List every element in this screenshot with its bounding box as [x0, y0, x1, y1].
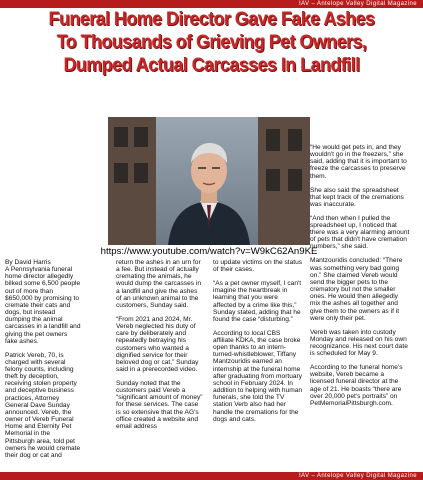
- article-paragraph: return the ashes in an urn for a fee. But instead of actually cremating the animals, he would dump the carcasses in a landfill and give the ashes of an unknown animal to the customers, Sunday said.: [116, 259, 202, 309]
- headline-line-1: Funeral Home Director Gave Fake Ashes: [48, 8, 375, 30]
- video-link[interactable]: https://www.youtube.com/watch?v=W9kC62An9KE: [100, 246, 318, 257]
- article-paragraph: Vereb was taken into custody Monday and released on his own recognizance. His next court date is scheduled for May 9.: [310, 328, 408, 358]
- article-paragraph: “And then when I pulled the spreadsheet up, I noticed that there was a very alarming amount of pets that didn't have cremation numbers,” she said.: [310, 214, 410, 251]
- article-paragraph: “From 2021 and 2024, Mr. Vereb neglected his duty of care by deliberately and repeatedly betraying his customers who wanted a dignified service for their beloved dog or cat,” Sunday said in a prerecorded video.: [116, 315, 199, 373]
- magazine-label-bottom: IAV – Antelope Valley Digital Magazine: [298, 473, 417, 479]
- portrait-photo-image: [108, 117, 310, 245]
- top-banner: [0, 0, 423, 8]
- article-paragraph: Mantzouridis concluded: “There was something very bad going on.” She claimed Vereb would send the bigger pets to the crematory but not the smaller ones. He would then allegedly mix the ashes all together and give them to the owners as if it were only their pet.: [310, 257, 403, 322]
- headline-line-2: To Thousands of Grieving Pet Owners,: [56, 31, 367, 53]
- article-column-1: [5, 259, 81, 466]
- article-paragraph: to update victims on the status of their cases.: [213, 259, 303, 274]
- article-column-3: [213, 259, 303, 430]
- magazine-label-top: IAV – Antelope Valley Digital Magazine: [298, 1, 417, 7]
- article-paragraph: “As a pet owner myself, I can't imagine the heartbreak in learning that you were affected by a crime like this,” Sunday stated, adding that he found the case “disturbing.”: [213, 280, 302, 323]
- article-paragraph: Sunday noted that the customers paid Vereb a “significant amount of money” for these services. The case is so extensive that the AG's office created a website and email address: [116, 379, 203, 430]
- article-paragraph: “He would get pets in, and they wouldn't go in the freezers,” she said, adding that it is important to freeze the carcasses to preserve them.: [310, 144, 407, 180]
- article-paragraph: According to the funeral home's website, Vereb became a licensed funeral director at the age of 21. He boasts “there are over 20,000 pet's portraits” on PetMemorialPittsburgh.com.: [310, 364, 403, 407]
- headline-line-3: Dumped Actual Carcasses In Landfill: [63, 54, 360, 76]
- article-paragraph: Patrick Vereb, 70, is charged with several felony counts, including theft by deception, receiving stolen property and deceptive business practices, Attorney General Dave Sunday announced. Vereb, the owner of Vereb Funeral Home and Eternity Pet Memorial in the Pittsburgh area, told pet owners he would cremate their dog or cat and: [5, 351, 81, 459]
- article-paragraph: According to local CBS affiliate KDKA, the case broke open thanks to an intern-turned-whistleblower, Tiffany Mantzouridis earned an internship at the funeral home after graduating from mortuary school in February 2024. In addition to helping with human funerals, she told the TV station Verb also had her handle the cremations for the dogs and cats.: [213, 329, 303, 423]
- article-paragraph: By David Harris A Pennsylvania funeral home director allegedly bilked some 6,500 people out of more than $650,000 by promising to cremate their cats and dogs, but instead dumping the animal carcasses in a landfill and giving the pet owners fake ashes.: [5, 259, 81, 345]
- bottom-banner: [0, 472, 423, 480]
- headline: [4, 8, 419, 77]
- news-video-still: [108, 117, 310, 245]
- article-paragraph: She also said the spreadsheet that kept track of the cremations was inaccurate.: [310, 186, 404, 208]
- article-column-2: [116, 259, 204, 437]
- article-column-4: [310, 144, 410, 414]
